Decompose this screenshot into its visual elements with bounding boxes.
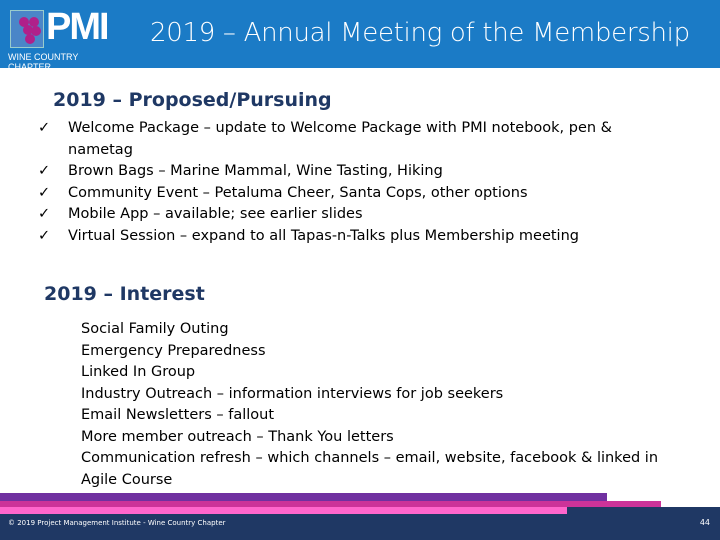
pmi-logo xyxy=(6,6,118,72)
footer-stripe-pink xyxy=(0,507,567,514)
list-item: Agile Course xyxy=(81,471,173,488)
list-item xyxy=(38,183,658,205)
item-text: Mobile App – available; see earlier slides xyxy=(68,206,363,222)
list-item: More member outreach – Thank You letters xyxy=(81,428,394,445)
list-item: Industry Outreach – information interviews for job seekers xyxy=(81,385,504,402)
grape-icon xyxy=(10,10,44,48)
item-text: Virtual Session – expand to all Tapas-n-Talks plus Membership meeting xyxy=(68,227,579,244)
list-item xyxy=(38,161,658,183)
interest-list xyxy=(81,319,711,491)
slide-title: 2019 – Annual Meeting of the Membership xyxy=(150,18,690,48)
list-item: Email Newsletters – fallout xyxy=(81,407,275,423)
checkmark-icon: ✓ xyxy=(38,163,51,179)
list-item xyxy=(38,204,658,226)
list-item xyxy=(38,118,658,161)
list-item xyxy=(38,226,658,248)
checkmark-icon: ✓ xyxy=(38,120,51,136)
copyright: © 2019 Project Management Institute - Wine Country Chapter xyxy=(8,519,226,527)
item-text: Community Event – Petaluma Cheer, Santa Cops, other options xyxy=(68,184,528,201)
proposed-list xyxy=(38,118,658,247)
list-item: Linked In Group xyxy=(81,364,196,380)
page-number: 44 xyxy=(699,518,710,527)
section-heading-interest: 2019 – Interest xyxy=(44,283,205,305)
logo-text: PMI xyxy=(46,6,108,48)
list-item: Communication refresh – which channels – email, website, facebook & linked in xyxy=(81,450,659,466)
section-heading-proposed: 2019 – Proposed/Pursuing xyxy=(53,89,332,111)
list-item: Emergency Preparedness xyxy=(81,342,266,359)
item-text: Brown Bags – Marine Mammal, Wine Tasting, Hiking xyxy=(68,163,443,179)
checkmark-icon: ✓ xyxy=(38,184,51,201)
header-banner xyxy=(0,0,720,72)
list-item: Social Family Outing xyxy=(81,321,229,337)
item-text: Welcome Package – update to Welcome Package with PMI notebook, pen & nametag xyxy=(68,120,612,158)
checkmark-icon: ✓ xyxy=(38,227,51,244)
checkmark-icon: ✓ xyxy=(38,206,51,222)
logo-subtitle: WINE COUNTRY CHAPTER xyxy=(8,52,79,72)
footer-stripe-purple xyxy=(0,493,607,501)
